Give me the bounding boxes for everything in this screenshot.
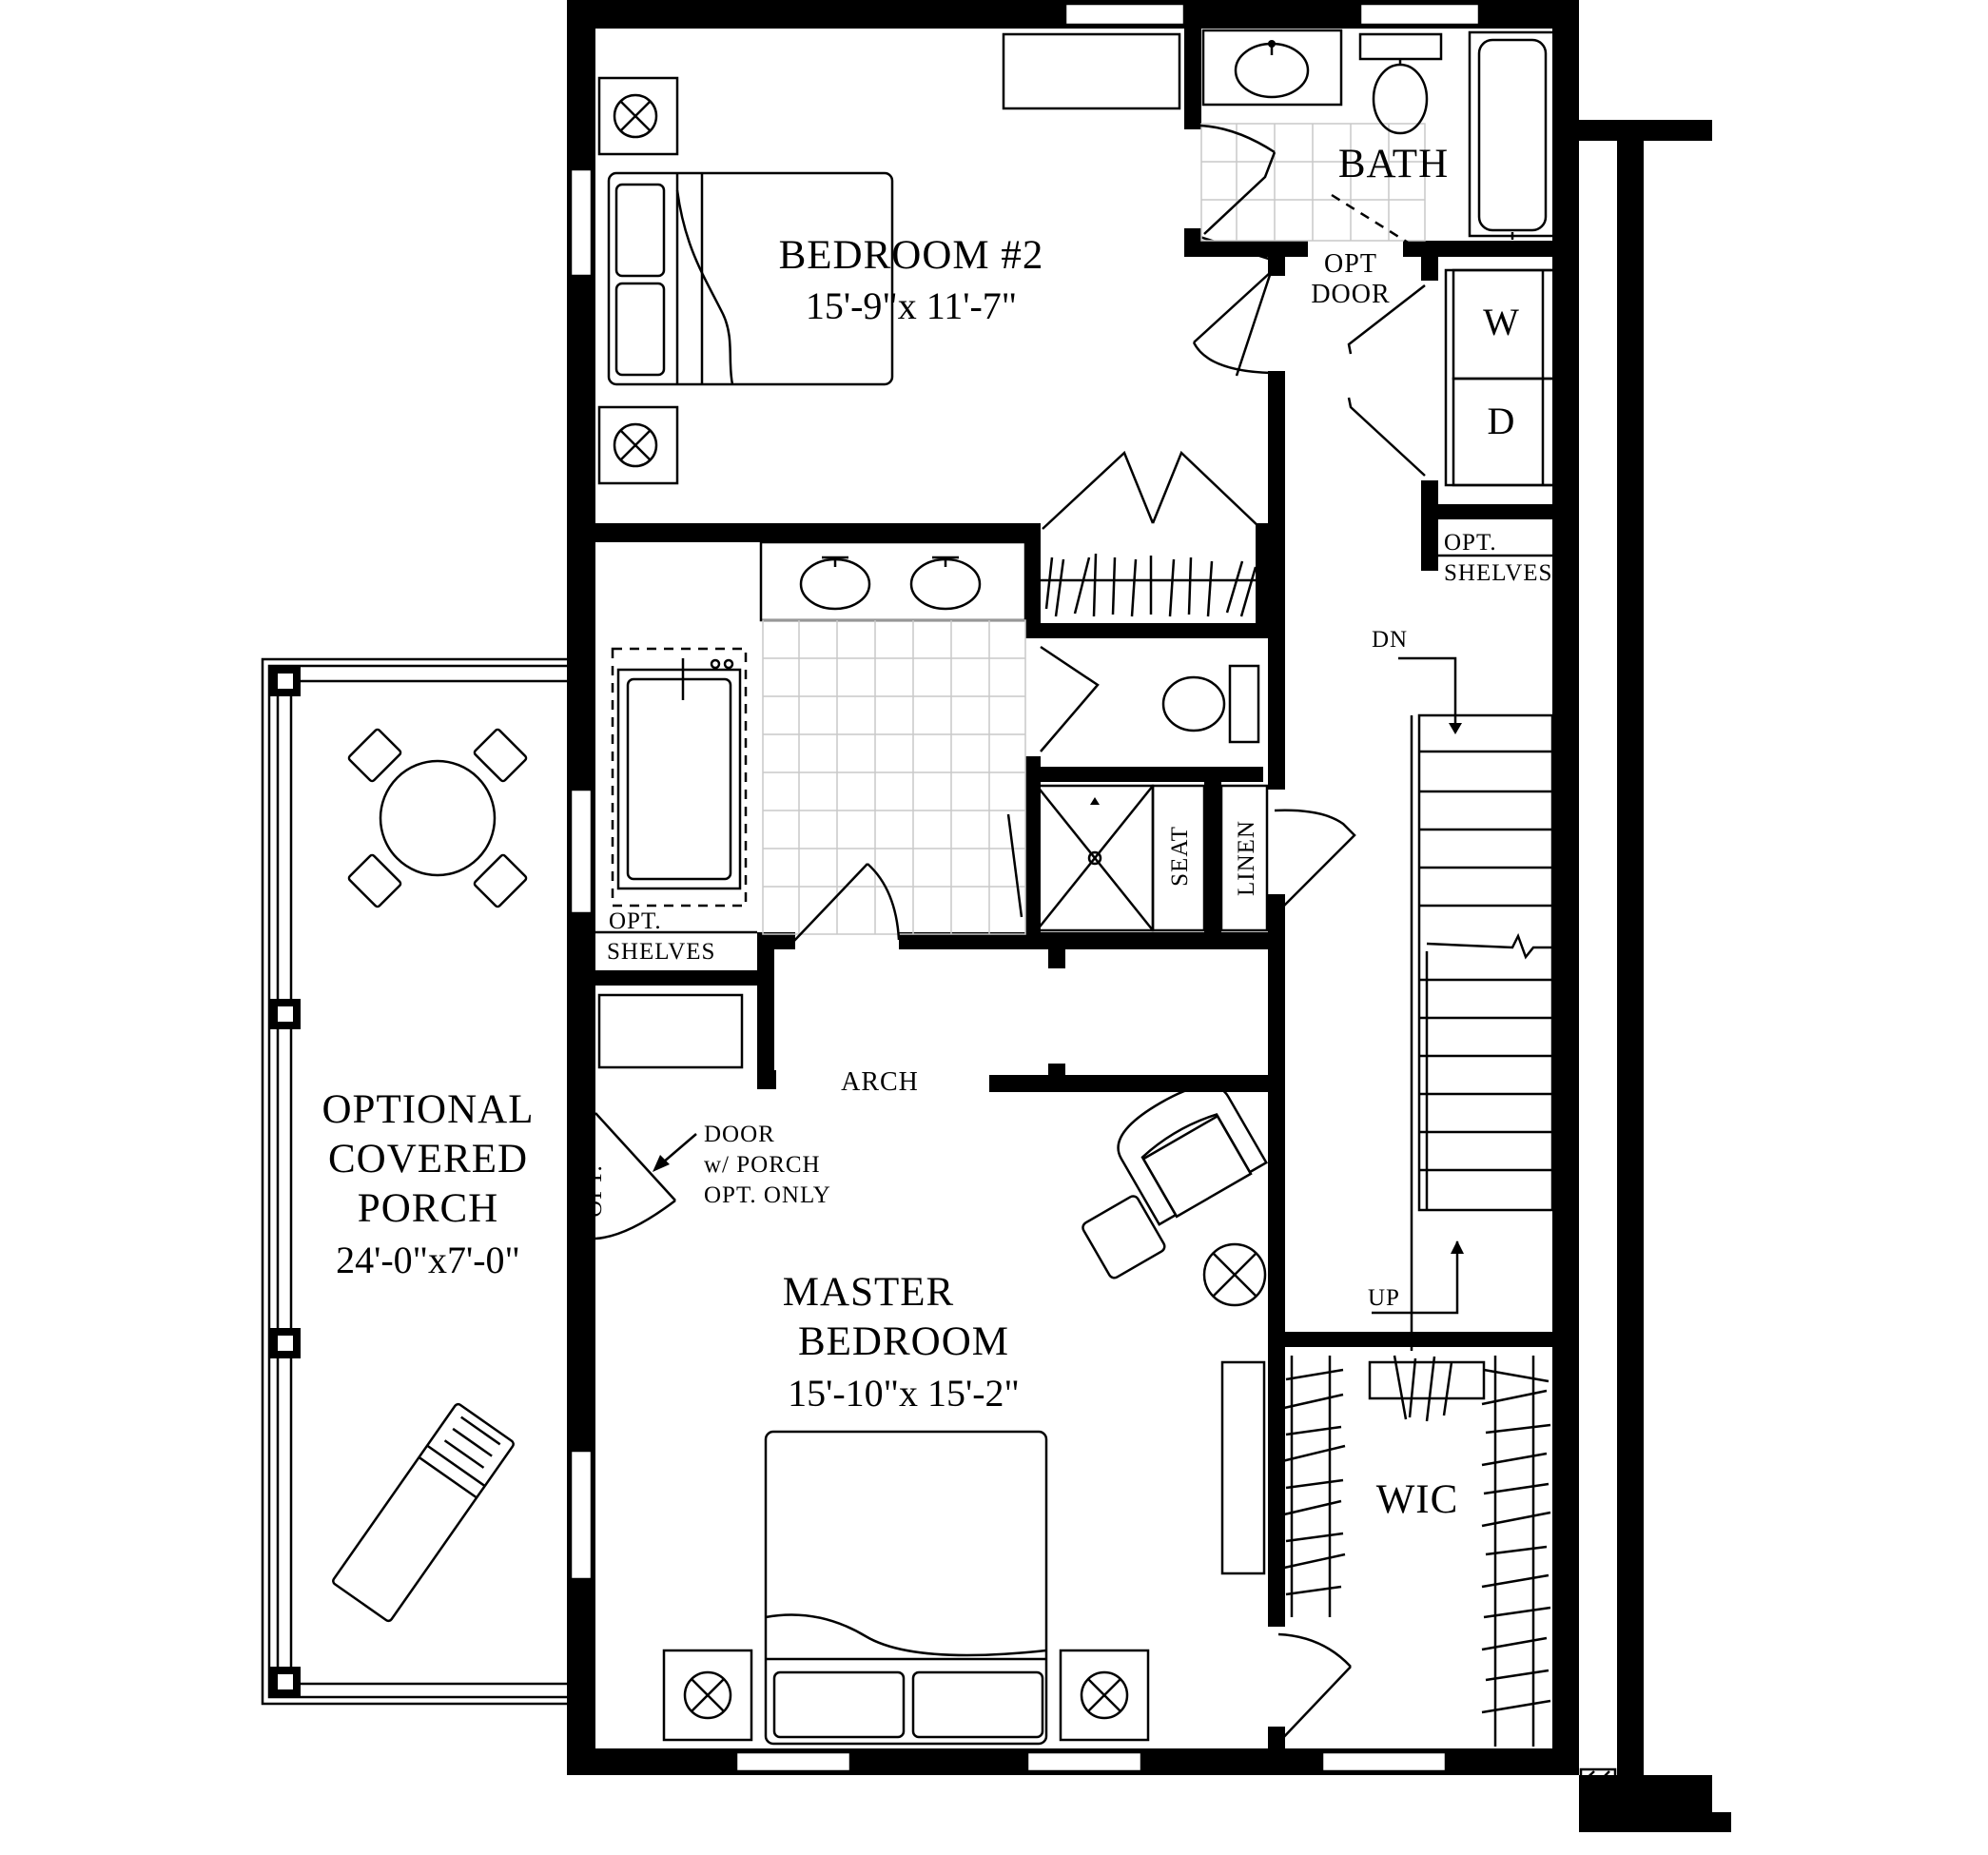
bed [609,173,892,384]
porch-size: 24'-0"x7'-0" [336,1239,520,1281]
double-vanity [761,542,1025,620]
washer-label: W [1483,301,1519,343]
bath-name: BATH [1337,142,1450,186]
hall [1311,249,1568,1351]
window [1065,4,1184,25]
nightstand [599,78,677,154]
window [571,169,592,276]
master-bath [595,542,1355,1067]
door-note-2: w/ PORCH [704,1152,821,1178]
window [736,1752,850,1771]
door-note-3: OPT. ONLY [704,1182,831,1208]
side-table [1204,1244,1265,1305]
staircase [1368,627,1552,1351]
window [571,1451,592,1579]
stairs-up-label: UP [1368,1285,1400,1311]
porch-post [270,1667,301,1697]
door-leaf [1204,152,1275,234]
porch-post [270,999,301,1029]
wic-name: WIC [1375,1477,1459,1522]
opt-door-label-1: OPT [1324,249,1377,279]
door-note-1: DOOR [704,1122,775,1147]
bath [1200,30,1555,245]
linen-label: LINEN [1234,820,1259,896]
door-leaf [1278,1667,1351,1743]
bedroom2-closet [1041,453,1261,616]
porch-post [270,1328,301,1358]
opt-door-label-2: DOOR [1311,280,1391,309]
bathtub [1470,32,1555,240]
opt-shelves-left-2: SHELVES [607,939,716,965]
opt-door-line [1332,195,1413,245]
armchair [1107,1072,1268,1226]
bedroom2-size: 15'-9"x 11'-7" [805,284,1018,327]
opt-shelves-right-1: OPT. [1444,530,1497,556]
shelf-unit [599,995,742,1067]
stairs-down-label: DN [1372,627,1409,653]
porch-label-line1: OPTIONAL [322,1087,535,1132]
porch-label-line2: COVERED [327,1137,529,1181]
porch-door-opt-label: OPT. [581,1164,607,1218]
window [571,790,592,913]
master-size: 15'-10"x 15'-2" [788,1372,1020,1415]
nightstand [599,407,677,483]
bathtub [613,649,746,906]
window [1322,1752,1446,1771]
bifold-door [1349,285,1425,476]
door-leaf [793,864,867,942]
porch-post [270,666,301,696]
ottoman [1081,1194,1166,1279]
door-leaf [1275,810,1355,913]
bifold-door [1043,453,1261,529]
toilet [1360,34,1441,133]
dresser [1222,1362,1264,1573]
arch-label: ARCH [841,1067,919,1097]
window [1360,4,1479,25]
bed [766,1432,1046,1744]
bedroom-2 [599,34,1275,483]
opt-shelves-right-2: SHELVES [1444,560,1553,586]
toilet [1163,666,1258,742]
sink-vanity [1203,30,1341,105]
dresser [1004,34,1179,108]
door-leaf [595,1113,675,1201]
covered-porch [263,659,569,1704]
nightstand [1061,1650,1148,1740]
master-name-line2: BEDROOM [797,1319,1010,1364]
window [1027,1752,1141,1771]
opt-shelves-left-1: OPT. [609,908,662,934]
walk-in-closet [1282,1356,1550,1747]
patio-table-set [348,729,528,908]
seat-label: SEAT [1167,826,1193,887]
master-name-line1: MASTER [782,1270,955,1315]
nightstand [664,1650,751,1740]
porch-label-line3: PORCH [357,1186,499,1231]
master-bedroom [581,1067,1351,1744]
dryer-label: D [1487,400,1515,442]
lounge-chair [332,1403,516,1623]
bedroom2-name: BEDROOM #2 [778,233,1044,278]
washer-dryer-closet [1446,270,1558,485]
door-leaf [1041,647,1098,752]
